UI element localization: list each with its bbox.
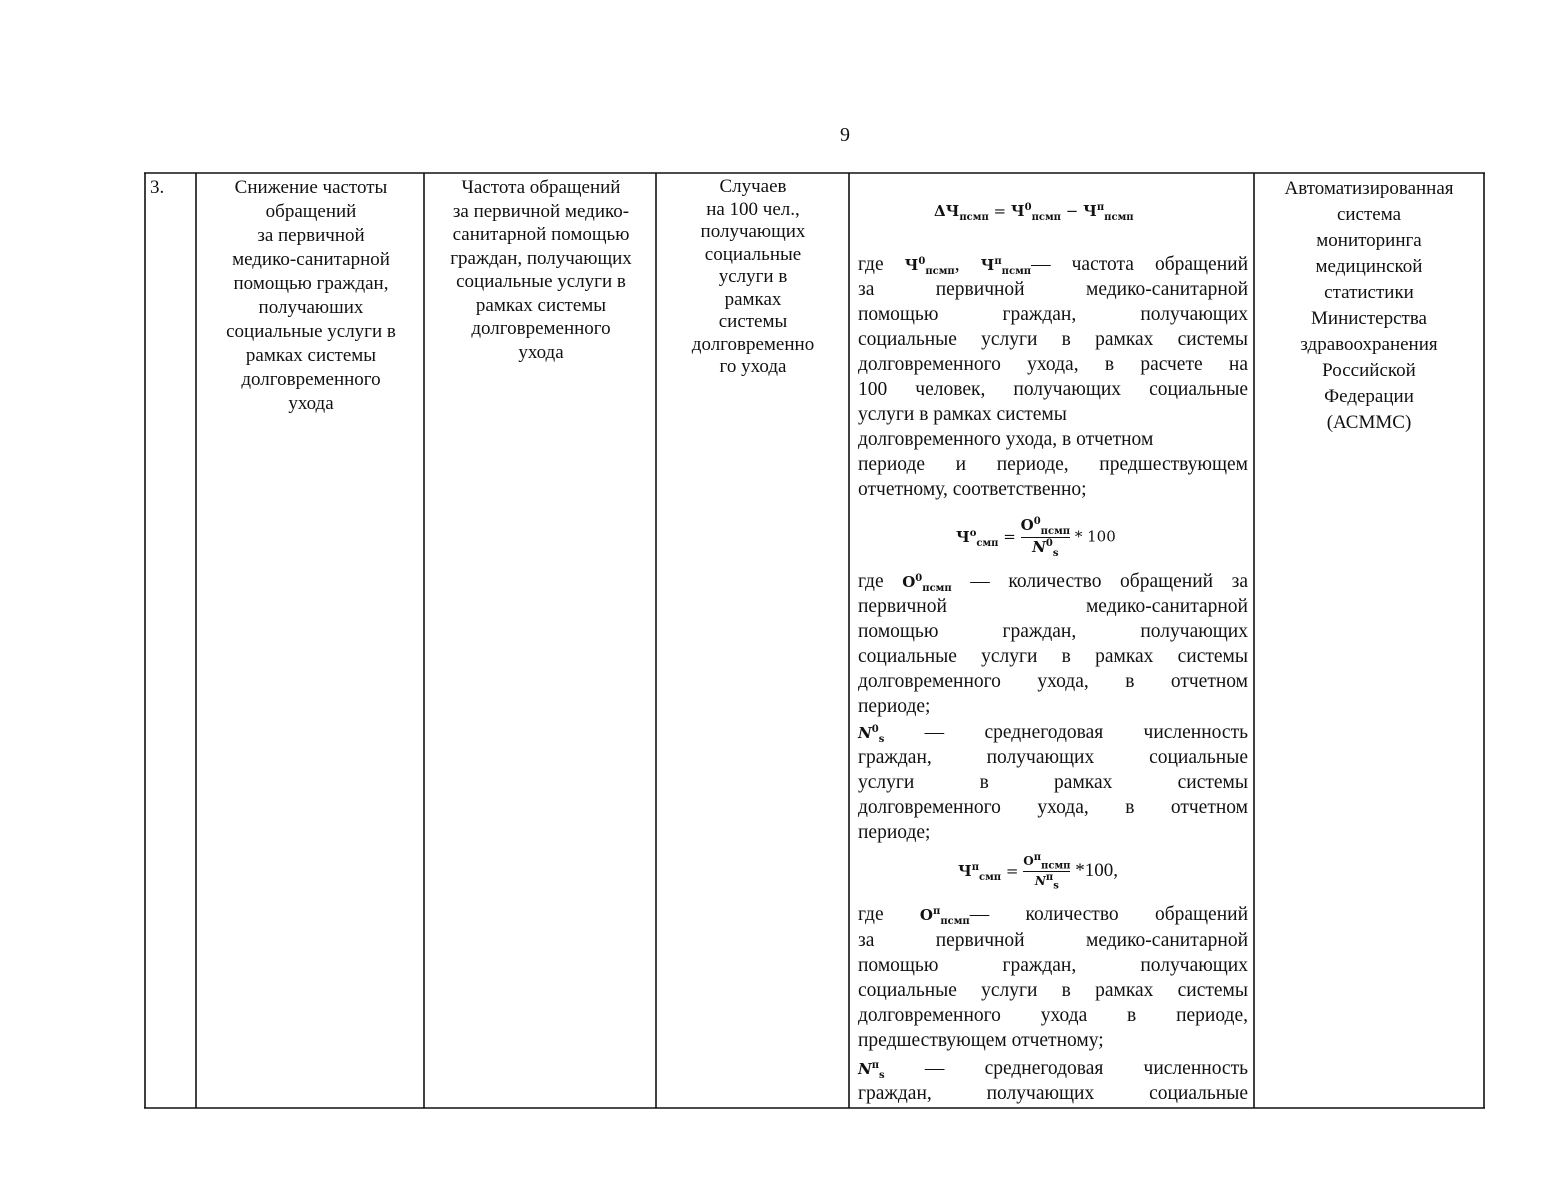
- text-line: рамках системы: [245, 345, 377, 366]
- symbol-population-current: $N^0_s$: [858, 724, 885, 745]
- text-line: ухода: [518, 341, 564, 363]
- text-line: помощью граждан,: [233, 273, 389, 294]
- text-line: за первичной: [257, 225, 365, 246]
- text-line: предшествующем отчетному;: [858, 1030, 1104, 1051]
- symbol-freq-previous: $Ч^п_{псмп}$: [980, 256, 1032, 277]
- text-line: социальные услуги в рамках системы: [858, 980, 1248, 1001]
- text-line: социальные услуги в рамках системы: [858, 646, 1248, 667]
- text-line: 100 человек, получающих социальные: [858, 379, 1248, 400]
- text-line: помощью граждан, получающих: [858, 304, 1248, 325]
- text-line: периоде;: [858, 822, 931, 843]
- text-line: Снижение частоты: [234, 177, 388, 198]
- text-line: граждан, получающих социальные: [858, 747, 1248, 768]
- text-line: Случаев: [719, 176, 787, 197]
- text-line: го ухода: [719, 356, 787, 377]
- text-line: ухода: [288, 393, 334, 414]
- text-line: долговременного: [471, 318, 611, 339]
- text-line: обращений: [265, 201, 357, 222]
- text-line: периоде и периоде, предшествующем: [858, 454, 1248, 475]
- text-line: долговременного: [241, 369, 381, 390]
- text-line: первичной медико-санитарной: [858, 596, 1248, 617]
- text-line: периоде;: [858, 696, 931, 717]
- text-line: где $О^п_{псмп}—$ количество обращений: [858, 904, 1248, 927]
- text-line: социальные услуги в: [226, 321, 396, 342]
- text-line: граждан, получающих: [450, 247, 632, 269]
- text-line: здравоохранения: [1300, 334, 1438, 355]
- formula-frequency-current: $Ч^о_{смп}$ = $\frac{О^0_{псмп}}{N^0_s}$ * 100: [956, 516, 1116, 559]
- indicator-definition-cell: [428, 176, 654, 364]
- text-line: медико-санитарной: [232, 249, 390, 270]
- text-line: за первичной медико-: [452, 200, 630, 222]
- data-source-cell: [1258, 176, 1480, 436]
- text-line: рамках: [724, 288, 782, 310]
- text-line: Российской: [1322, 360, 1416, 381]
- text-line: получающих: [700, 221, 806, 242]
- text-line: за первичной медико-санитарной: [858, 279, 1248, 300]
- text-line: системы: [718, 311, 788, 332]
- text-line: услуги в: [718, 266, 788, 287]
- formula-delta-frequency: $\Delta Ч_{псмп} = Ч^0_{псмп} - Ч^п_{псмп}$: [934, 202, 1134, 223]
- text-line: долговременно: [691, 333, 815, 355]
- text-line: медицинской: [1315, 256, 1423, 277]
- text-line: Частота обращений: [461, 177, 621, 198]
- unit-cell: [660, 176, 846, 379]
- text-line: система: [1336, 204, 1402, 225]
- text-line: $N^0_s$ — среднегодовая численность: [858, 722, 1248, 745]
- text-line: Автоматизированная: [1284, 178, 1454, 199]
- text-line: социальные услуги в: [456, 271, 626, 292]
- row-number-text: 3.: [150, 177, 165, 198]
- text-line: мониторинга: [1316, 230, 1422, 251]
- page-number: 9: [840, 124, 850, 146]
- text-line: $N^п_s$ — среднегодовая численность: [858, 1058, 1248, 1081]
- text-line: санитарной помощью: [452, 224, 630, 245]
- text-line: услуги в рамках системы: [858, 404, 1067, 425]
- text-line: где $Ч^0_{псмп}$, $Ч^п_{псмп}—$ частота обращений: [858, 254, 1248, 277]
- formula-frequency-previous: $Ч^п_{смп}$ = $\frac{О^п_{псмп}}{N^п_s}$ *100,: [958, 852, 1118, 892]
- text-line: помощью граждан, получающих: [858, 621, 1248, 642]
- text-line: долговременного ухода, в отчетном: [858, 671, 1248, 692]
- text-line: граждан, получающих социальные: [858, 1083, 1248, 1104]
- text-line: социальные услуги в рамках системы: [858, 329, 1248, 350]
- text-line: долговременного ухода, в расчете на: [858, 354, 1248, 375]
- text-line: долговременного ухода в периоде,: [858, 1005, 1248, 1026]
- symbol-freq-current: $Ч^0_{псмп}$: [904, 256, 955, 277]
- text-line: рамках системы: [475, 294, 607, 316]
- text-line: отчетному, соответственно;: [858, 479, 1087, 500]
- text-line: (АСММС): [1326, 412, 1412, 433]
- symbol-appeals-current: $О^0_{псмп}$: [902, 573, 952, 594]
- text-line: Министерства: [1311, 308, 1427, 329]
- text-line: на 100 чел.,: [706, 198, 800, 220]
- indicator-name-cell: [200, 176, 422, 416]
- text-line: социальные: [704, 243, 802, 265]
- symbol-population-previous: $N^п_s$: [858, 1060, 885, 1081]
- text-line: где $О^0_{псмп}$ — количество обращений за: [858, 571, 1249, 594]
- text-line: Федерации: [1324, 386, 1414, 407]
- symbol-appeals-previous: $О^п_{псмп}$: [919, 906, 970, 927]
- text-line: услуги в рамках системы: [858, 772, 1248, 793]
- text-line: за первичной медико-санитарной: [858, 930, 1248, 951]
- text-line: долговременного ухода, в отчетном: [858, 797, 1248, 818]
- text-line: статистики: [1324, 282, 1414, 303]
- text-line: долговременного ухода, в отчетном: [858, 429, 1154, 450]
- text-line: помощью граждан, получающих: [858, 955, 1248, 976]
- text-line: получаюших: [258, 297, 364, 318]
- row-number: [150, 176, 194, 200]
